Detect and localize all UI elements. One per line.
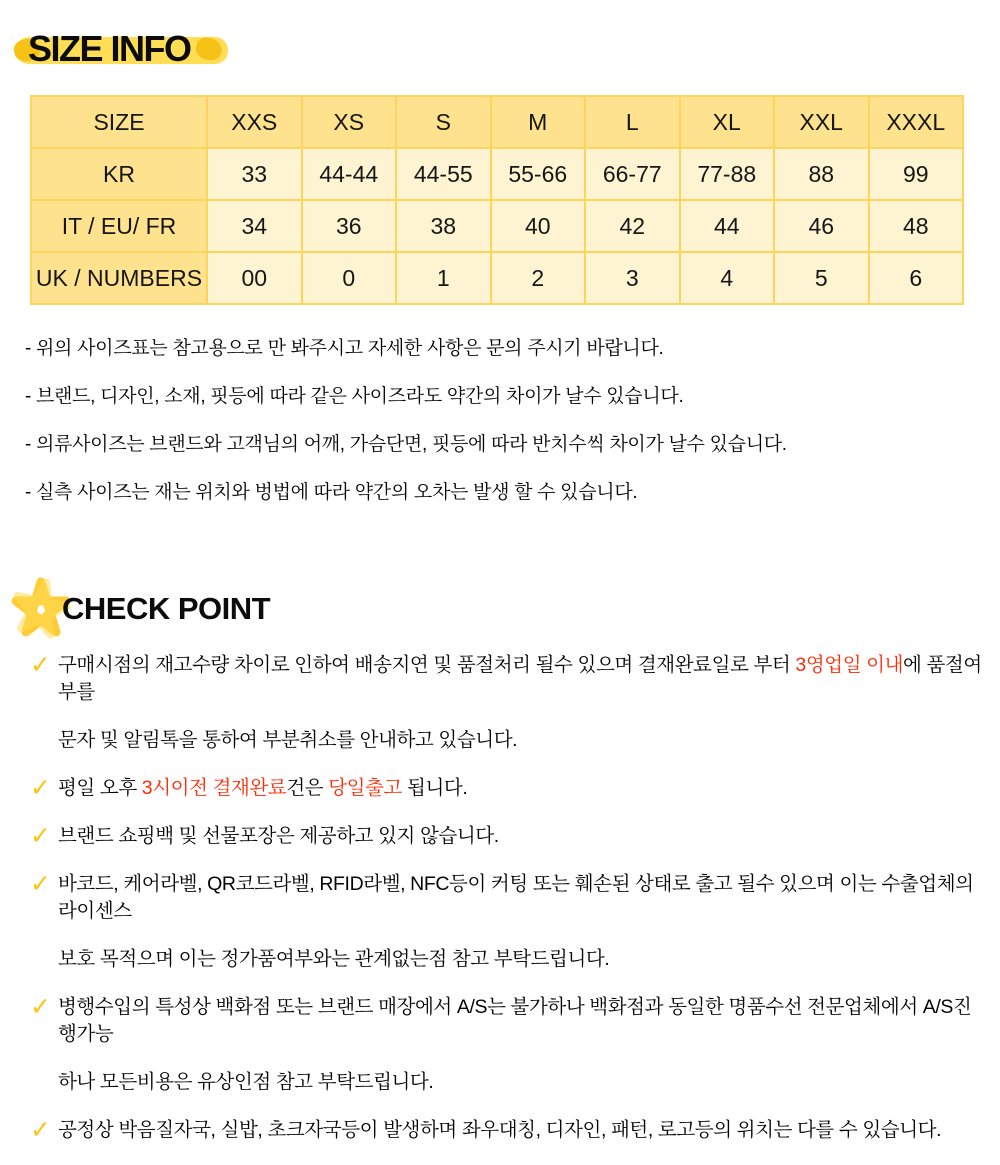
check-item-line: [30, 871, 986, 925]
check-point-header: [12, 574, 270, 644]
size-table-header-row: [31, 96, 963, 148]
plain-text: 보호 목적으며 이는 정가품여부와는 관계없는점 참고 부탁드립니다.: [58, 948, 610, 970]
plain-text: 됩니다.: [401, 777, 468, 799]
size-table-cell: 44-55: [396, 148, 491, 200]
red-emphasis-text: 당일출고: [328, 777, 402, 799]
size-table-cell: 1: [396, 252, 491, 304]
size-table-col-header: S: [396, 96, 491, 148]
size-table: [30, 95, 964, 305]
size-table-col-header: M: [491, 96, 586, 148]
check-item: [30, 775, 986, 802]
red-emphasis-text: 3시이전 결재완료: [141, 777, 287, 799]
check-item: [30, 871, 986, 973]
size-table-cell: 5: [774, 252, 869, 304]
size-table-cell: 2: [491, 252, 586, 304]
check-icon: ✓: [30, 870, 51, 898]
size-table-col-header: XS: [302, 96, 397, 148]
size-table-cell: 4: [680, 252, 775, 304]
size-table-cell: 44: [680, 200, 775, 252]
size-table-cell: 40: [491, 200, 586, 252]
size-table-row: [31, 200, 963, 252]
check-item-text: [58, 775, 467, 802]
plain-text: 건은: [286, 777, 329, 799]
check-icon: ✓: [30, 651, 51, 679]
size-table-col-header: XXL: [774, 96, 869, 148]
size-table-cell: 6: [869, 252, 964, 304]
plain-text: 바코드, 케어라벨, QR코드라벨, RFID라벨, NFC등이 커팅 또는 훼손된 상태로 출고 될수 있으며 이는 수출업체의 라이센스: [58, 873, 974, 922]
check-item-text: [58, 1069, 433, 1096]
check-item: [30, 823, 986, 850]
plain-text: 브랜드 쇼핑백 및 선물포장은 제공하고 있지 않습니다.: [58, 825, 499, 847]
size-note: - 위의 사이즈표는 참고용으로 만 봐주시고 자세한 사항은 문의 주시기 바랍니다.: [25, 338, 664, 359]
plain-text: 평일 오후: [58, 777, 142, 799]
check-icon: ✓: [30, 822, 51, 850]
check-item-line: [30, 946, 986, 973]
plain-text: 하나 모든비용은 유상인점 참고 부탁드립니다.: [58, 1071, 434, 1093]
plain-text: 구매시점의 재고수량 차이로 인하여 배송지연 및 품절처리 될수 있으며 결재완료일로 부터: [58, 654, 796, 676]
red-emphasis-text: 3영업일 이내: [795, 654, 904, 676]
size-table-cell: 77-88: [680, 148, 775, 200]
check-icon: ✓: [30, 1116, 51, 1144]
check-icon: ✓: [30, 774, 51, 802]
check-item-text: [58, 652, 986, 706]
check-point-title: CHECK POINT: [62, 591, 271, 626]
check-item-line: [30, 994, 986, 1048]
check-icon: ✓: [30, 993, 51, 1021]
size-table-cell: 46: [774, 200, 869, 252]
check-item-text: [58, 1117, 941, 1144]
size-table-cell: 48: [869, 200, 964, 252]
size-table-cell: 00: [207, 252, 302, 304]
size-table-col-header: XXXL: [869, 96, 964, 148]
size-table-cell: 55-66: [491, 148, 586, 200]
check-item-text: [58, 871, 986, 925]
size-table-cell: 44-44: [302, 148, 397, 200]
size-table-cell: 34: [207, 200, 302, 252]
size-table-row: [31, 252, 963, 304]
check-item-text: [58, 994, 986, 1048]
size-table-row-label: IT / EU/ FR: [31, 200, 207, 252]
size-table-cell: 88: [774, 148, 869, 200]
size-table-col-header: XXS: [207, 96, 302, 148]
check-item-text: [58, 727, 517, 754]
plain-text: 에 품절여부를: [58, 654, 982, 703]
size-table-cell: 42: [585, 200, 680, 252]
check-item-line: [30, 775, 986, 802]
size-note: - 실측 사이즈는 재는 위치와 벙법에 따라 약간의 오차는 발생 할 수 있습니다.: [25, 482, 638, 503]
check-item-text: [58, 823, 499, 850]
check-item-line: [30, 823, 986, 850]
size-table-cell: 0: [302, 252, 397, 304]
check-item: [30, 652, 986, 754]
size-table-row-label: UK / NUMBERS: [31, 252, 207, 304]
check-point-list: [30, 652, 986, 1165]
size-table-row: [31, 148, 963, 200]
plain-text: 공정상 박음질자국, 실밥, 초크자국등이 발생하며 좌우대칭, 디자인, 패턴, 로고등의 위치는 다를 수 있습니다.: [58, 1119, 942, 1141]
size-table-cell: 66-77: [585, 148, 680, 200]
check-item-line: [30, 652, 986, 706]
check-item-line: [30, 727, 986, 754]
size-note: - 의류사이즈는 브랜드와 고객님의 어깨, 가슴단면, 핏등에 따라 반치수씩 차이가 날수 있습니다.: [25, 434, 787, 455]
check-item-line: [30, 1069, 986, 1096]
size-info-header: [28, 24, 191, 74]
size-table-cell: 33: [207, 148, 302, 200]
size-table-col-header: L: [585, 96, 680, 148]
size-note: - 브랜드, 디자인, 소재, 핏등에 따라 같은 사이즈라도 약간의 차이가 날수 있습니다.: [25, 386, 684, 407]
size-table-cell: 36: [302, 200, 397, 252]
check-item: [30, 1117, 986, 1144]
size-notes: [25, 339, 975, 531]
size-table-cell: 3: [585, 252, 680, 304]
plain-text: 문자 및 알림톡을 통하여 부분취소를 안내하고 있습니다.: [58, 729, 518, 751]
size-table-col-header: XL: [680, 96, 775, 148]
plain-text: 병행수입의 특성상 백화점 또는 브랜드 매장에서 A/S는 불가하나 백화점과 동일한 명품수선 전문업체에서 A/S진행가능: [58, 996, 972, 1045]
size-table-row-label: KR: [31, 148, 207, 200]
size-table-cell: 99: [869, 148, 964, 200]
size-table-corner-header: SIZE: [31, 96, 207, 148]
check-item: [30, 994, 986, 1096]
check-item-text: [58, 946, 609, 973]
size-info-title: SIZE INFO: [28, 28, 191, 69]
check-item-line: [30, 1117, 986, 1144]
size-table-cell: 38: [396, 200, 491, 252]
